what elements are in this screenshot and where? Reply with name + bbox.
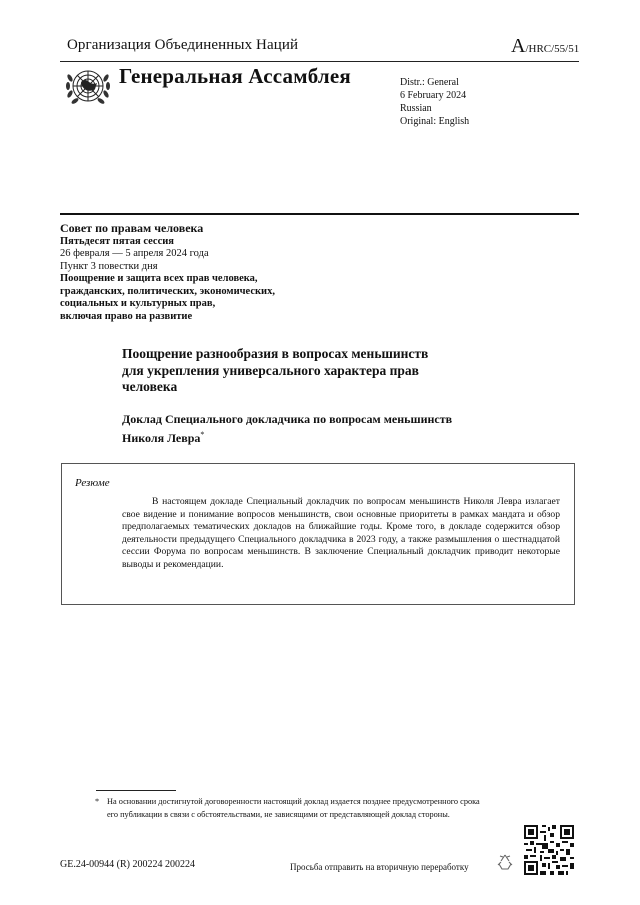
title-line: для укрепления универсального характера прав	[122, 362, 419, 378]
section-rule	[60, 213, 579, 215]
footnote-mark: *	[95, 797, 100, 806]
title-line: человека	[122, 379, 178, 394]
footnote-rule	[96, 790, 176, 791]
symbol-prefix: A	[511, 35, 526, 57]
document-title	[122, 346, 522, 396]
agenda-title-line: Поощрение и защита всех прав человека,	[60, 273, 258, 284]
summary-label: Резюме	[75, 477, 110, 489]
agenda-title-line: социальных и культурных прав,	[60, 298, 216, 309]
subtitle-line-2	[122, 427, 542, 446]
summary-text	[122, 496, 560, 571]
document-subtitle	[122, 412, 542, 446]
distribution-info	[400, 76, 469, 128]
subtitle-line: Доклад Специального докладчика по вопросам меньшинств	[122, 412, 453, 426]
symbol-rest: /HRC/55/51	[525, 43, 580, 55]
agenda-title-line: гражданских, политических, экономических,	[60, 285, 275, 297]
qr-code-icon	[524, 825, 574, 875]
date-line: 6 February 2024	[400, 90, 467, 101]
council-block	[60, 222, 360, 323]
original-line: Original: English	[400, 116, 470, 127]
assembly-title: Генеральная Ассамблея	[119, 64, 351, 88]
agenda-item: Пункт 3 повестки дня	[60, 260, 158, 272]
author-name: Николя Левра	[122, 431, 201, 445]
session: Пятьдесят пятая сессия	[60, 235, 174, 247]
session-dates: 26 февраля — 5 апреля 2024 года	[60, 248, 209, 259]
organization-name: Организация Объединенных Наций	[67, 37, 299, 53]
footnote-reference[interactable]: *	[200, 430, 205, 439]
document-code: GE.24-00944 (R) 200224 200224	[60, 859, 195, 870]
council-name: Совет по правам человека	[60, 221, 204, 235]
recycle-text: Просьба отправить на вторичную переработку	[290, 862, 469, 872]
footnote-text: На основании достигнутой договоренности настоящий доклад издается позднее предусмотренного срока его публикации в связи с обстоятельствами, не зависящими от представляющей доклад стороны.	[107, 797, 480, 819]
summary-paragraph: В настоящем докладе Специальный докладчик по вопросам меньшинств Николя Левра излагает свое видение и понимание вопросов меньшинств, свои основные приоритеты в рамках мандата и обзор предполагаемых тематических докладов на ближайшие годы. Кроме того, в докладе содержится обзор деятельности предыдущего Специального докладчика в 2023 году, а также размышления о шестнадцатой сессии Форума по вопросам меньшинств. В заключение Специальный докладчик приводит некоторые выводы и рекомендации.	[122, 496, 560, 570]
document-symbol	[511, 35, 579, 58]
footnote	[95, 795, 487, 821]
agenda-title-line: включая право на развитие	[60, 310, 193, 322]
un-emblem-icon	[63, 64, 113, 110]
header-rule	[60, 61, 579, 62]
language-line: Russian	[400, 103, 432, 114]
recycle-icon	[495, 852, 515, 872]
title-line: Поощрение разнообразия в вопросах меньшинств	[122, 346, 429, 361]
distr-line: Distr.: General	[400, 77, 459, 88]
